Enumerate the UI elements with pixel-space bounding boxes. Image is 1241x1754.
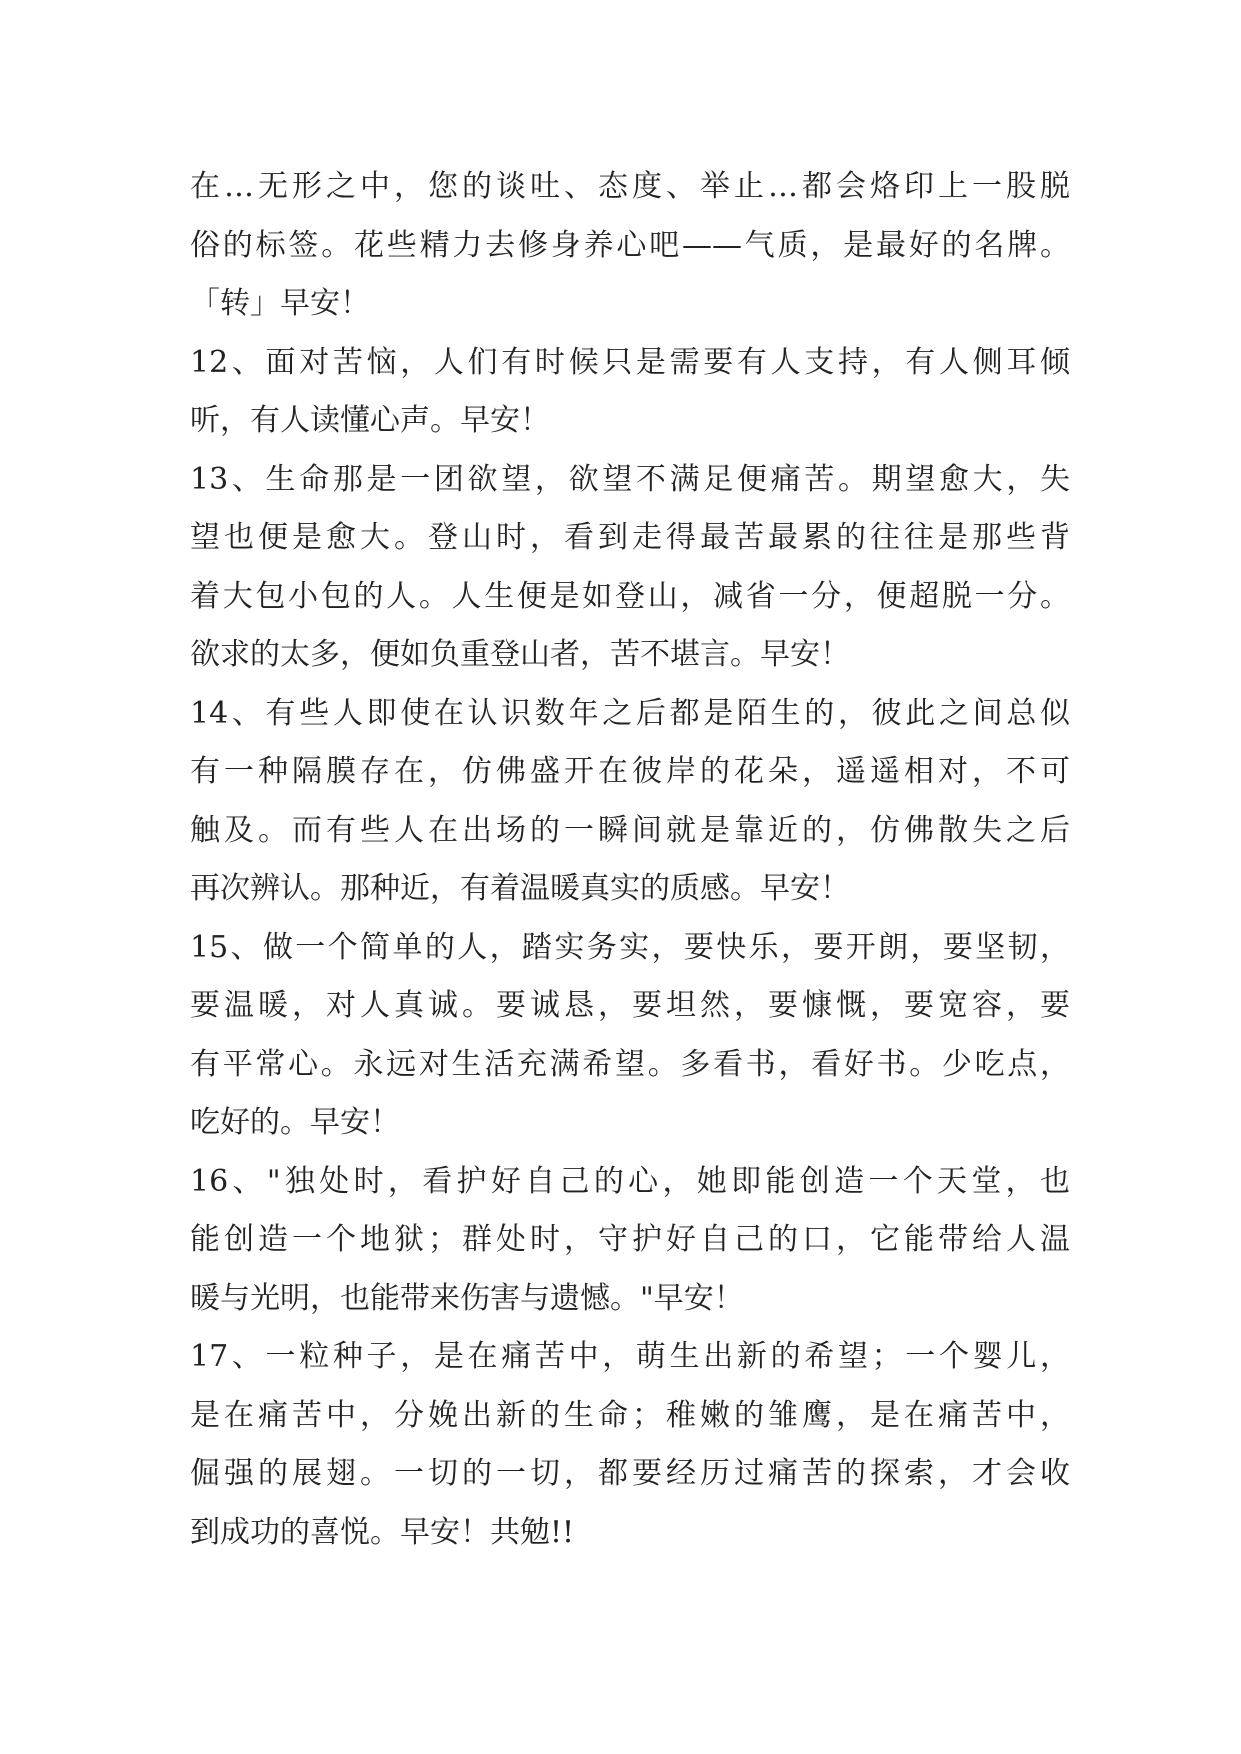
text-line: 听，有人读懂心声。早安！ [190, 403, 550, 438]
text-line: 欲求的太多，便如负重登山者，苦不堪言。早安！ [190, 637, 850, 672]
text-line: 17、一粒种子，是在痛苦中，萌生出新的希望；一个婴儿， [190, 1339, 1070, 1374]
text-line: 暖与光明，也能带来伤害与遗憾。"早安！ [190, 1280, 744, 1316]
text-line: 在…无形之中，您的谈吐、态度、举止…都会烙印上一股脱 [190, 169, 1070, 204]
text-line: 有一种隔膜存在，仿佛盛开在彼岸的花朵，遥遥相对，不可 [190, 754, 1070, 789]
text-line: 到成功的喜悦。早安！共勉!! [190, 1514, 575, 1550]
text-line: 倔强的展翅。一切的一切，都要经历过痛苦的探索，才会收 [190, 1456, 1070, 1491]
text-line: 12、面对苦恼，人们有时候只是需要有人支持，有人侧耳倾 [190, 344, 1070, 380]
text-line: 16、"独处时，看护好自己的心，她即能创造一个天堂，也 [190, 1163, 1070, 1199]
text-line: 俗的标签。花些精力去修身养心吧——气质，是最好的名牌。 [190, 227, 1070, 263]
text-line: 触及。而有些人在出场的一瞬间就是靠近的，仿佛散失之后 [190, 812, 1070, 848]
text-line: 着大包小包的人。人生便是如登山，减省一分，便超脱一分。 [190, 578, 1070, 614]
text-line: 望也便是愈大。登山时，看到走得最苦最累的往往是那些背 [190, 520, 1070, 555]
text-line: 要温暖，对人真诚。要诚恳，要坦然，要慷慨，要宽容，要 [190, 988, 1070, 1023]
text-line: 13、生命那是一团欲望，欲望不满足便痛苦。期望愈大，失 [190, 461, 1070, 497]
text-line: 14、有些人即使在认识数年之后都是陌生的，彼此之间总似 [190, 695, 1070, 731]
text-line: 能创造一个地狱；群处时，守护好自己的口，它能带给人温 [190, 1222, 1070, 1257]
document-body [190, 158, 1070, 1562]
text-line: 是在痛苦中，分娩出新的生命；稚嫩的雏鹰，是在痛苦中， [190, 1397, 1070, 1433]
text-line: 再次辨认。那种近，有着温暖真实的质感。早安！ [190, 871, 850, 906]
text-line: 吃好的。早安！ [190, 1105, 400, 1140]
text-line: 「转」早安！ [190, 286, 370, 321]
text-line: 15、做一个简单的人，踏实务实，要快乐，要开朗，要坚韧， [190, 929, 1070, 965]
text-line: 有平常心。永远对生活充满希望。多看书，看好书。少吃点， [190, 1046, 1070, 1082]
